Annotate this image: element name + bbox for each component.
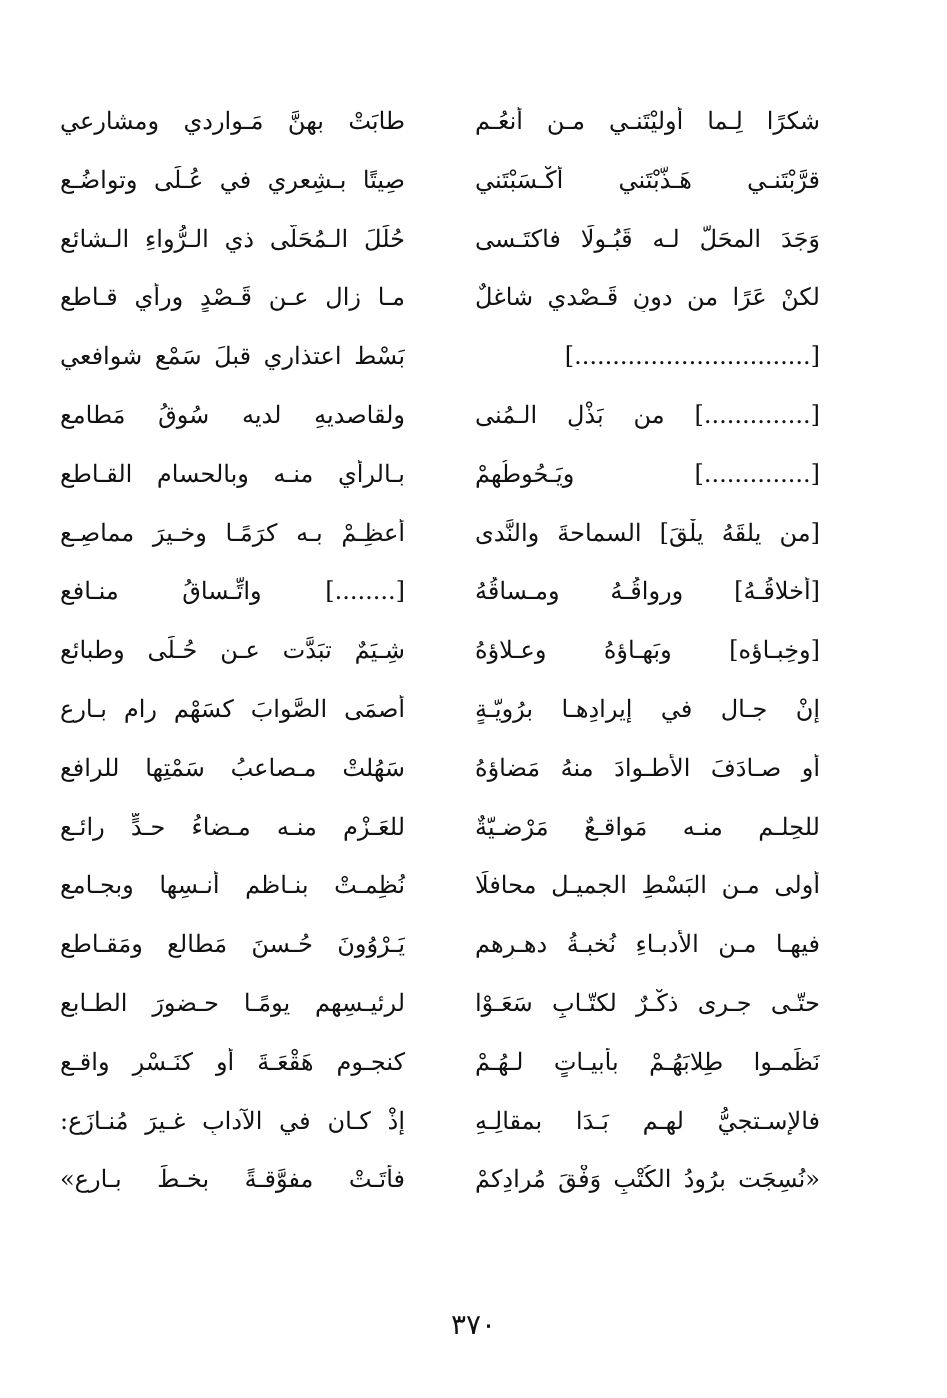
poem: [60, 92, 820, 1209]
verse-line: [60, 268, 820, 327]
verse-first-hemistich: «نُسِجَت برُودُ الكُتْبِ وَفْقَ مُرادِكمْ: [475, 1165, 820, 1194]
verse-line: [60, 798, 820, 857]
verse-second-hemistich: سَهُلتْ مـصاعبُ سَمْتِها للرافعِ: [60, 753, 405, 782]
verse-second-hemistich: [........] واتِّـساقُ منـافعِ: [60, 577, 405, 606]
verse-second-hemistich: صِيتًا بـشِعري في عُـلًى وتواضُـعِ: [60, 165, 405, 194]
verse-second-hemistich: ولقاصديهِ لديه سُوقُ مَطامعِ: [60, 400, 405, 429]
verse-first-hemistich: [..............] من بَذْلِ الـمُنى: [475, 400, 820, 429]
verse-line: [60, 915, 820, 974]
verse-first-hemistich: وَجَدَ المحَلُّ لـه قَبُـولًا فاكتَـسى: [475, 224, 820, 253]
verse-line: [60, 680, 820, 739]
verse-first-hemistich: [..............] ويَـحُوطُهمْ: [475, 459, 820, 488]
verse-first-hemistich: فيهـا مـن الأدبـاءِ نُخبـةُ دهـرِهم: [475, 930, 820, 959]
verse-first-hemistich: [وخِبـاؤه] وبَهـاؤهُ وعـلاؤهُ: [475, 636, 820, 665]
verse-line: [60, 621, 820, 680]
verse-line: [60, 327, 820, 386]
verse-first-hemistich: فالإسـتجيُّ لهـم بَـدَا بمقالِـهِ: [475, 1106, 820, 1135]
verse-first-hemistich: حتّـى جـرى ذكْـرٌ لكتّـابٍ سَعَـوْا: [475, 988, 820, 1017]
verse-second-hemistich: لرئيـسِهم يومًـا حـضورَ الطـابعِ: [60, 988, 405, 1017]
verse-second-hemistich: فأتَـتْ مفوَّقـةً بخـطٍّ بـارعِ»: [60, 1165, 405, 1194]
verse-line: [60, 504, 820, 563]
verse-line: [60, 92, 820, 151]
verse-first-hemistich: [من يلقَهُ يلْقَ] السماحةَ والنَّدى: [475, 518, 820, 547]
verse-first-hemistich: قرَّبْتَنـي هَـذَّبْتَني أكْـسَبْتَني: [475, 165, 820, 194]
verse-line: [60, 1033, 820, 1092]
verse-line: [60, 739, 820, 798]
verse-first-hemistich: أولى مـن البَسْطِ الجميـل محافلًا: [475, 871, 820, 900]
verse-first-hemistich: نَظَمـوا طِلابَهُـمْ بأبيـاتٍ لـهُـمْ: [475, 1047, 820, 1076]
verse-second-hemistich: يَـرْوُونَ حُـسنَ مَطالعٍ ومَقـاطعِ: [60, 930, 405, 959]
verse-line: [60, 856, 820, 915]
verse-line: [60, 562, 820, 621]
verse-second-hemistich: أعظِـمْ بـه كرَمًـا وخـيرَ مماصِـعِ: [60, 518, 405, 547]
verse-first-hemistich: لكنْ عَرًا من دونِ قَـصْدي شاغلٌ: [475, 283, 820, 312]
verse-second-hemistich: بـالرأي منـه وبالحسامِ القـاطعِ: [60, 459, 405, 488]
verse-line: [60, 1150, 820, 1209]
verse-first-hemistich: [أخلاقُـهُ] ورواقُـهُ ومـساقُهُ: [475, 577, 820, 606]
verse-first-hemistich: إنْ جـال في إيرادِهـا برُويّـةٍ: [475, 694, 820, 723]
verse-second-hemistich: نُظِمـتْ بنـاظم أُنـسِها وبجـامعِ: [60, 871, 405, 900]
verse-first-hemistich: أو صـادَفَ الأطـوادَ منهُ مَضاؤهُ: [475, 753, 820, 782]
verse-line: [60, 974, 820, 1033]
verse-line: [60, 210, 820, 269]
verse-first-hemistich: [...............................]: [564, 342, 820, 371]
verse-second-hemistich: بَسْط اعتذاري قبلَ سَمْع شوافعي: [60, 342, 405, 371]
verse-line: [60, 386, 820, 445]
verse-line: [60, 445, 820, 504]
verse-second-hemistich: للعَـزْم منـه مـضاءُ حـدٍّ رائـعِ: [60, 812, 405, 841]
verse-first-hemistich: شكرًا لِـما أوليْتَنـي مـن أنعُـمٍ: [475, 107, 820, 135]
verse-line: [60, 1092, 820, 1151]
verse-second-hemistich: شِـيَمٌ تبَدَّت عـن حُـلًى وطبائعِ: [60, 636, 405, 665]
verse-second-hemistich: إذْ كـان في الآدابِ غـيرَ مُنـازَعِ:: [60, 1106, 405, 1135]
verse-second-hemistich: مـا زال عـن قَـصْدٍ ورأيٍ قـاطعِ: [60, 283, 405, 312]
verse-second-hemistich: كنجـومٍ هَقْعَـةَ أو كنَـسْرٍ واقـعِ: [60, 1047, 405, 1076]
verse-second-hemistich: طابَتْ بهِنَّ مَـواردي ومشارعي: [60, 107, 405, 135]
verse-second-hemistich: أصمَى الصَّوابَ كسَهْمِ رامٍ بـارعِ: [60, 694, 405, 723]
verse-line: [60, 151, 820, 210]
page-number: ٣٧٠: [450, 1308, 497, 1341]
verse-first-hemistich: للحِلـم منـه مَواقـعٌ مَرْضـيّةٌ: [475, 812, 820, 841]
verse-second-hemistich: حُلَلَ الـمُحَلَّى ذي الـرُّواءِ الـشائعِ: [60, 224, 405, 253]
